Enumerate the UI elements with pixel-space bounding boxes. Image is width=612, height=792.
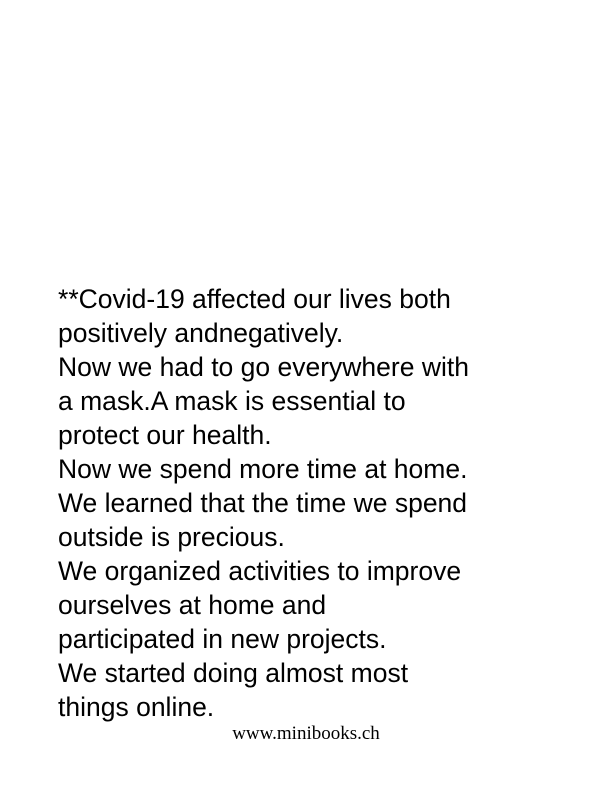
text-line: Now we spend more time at home. [58, 454, 468, 484]
footer-url: www.minibooks.ch [232, 723, 380, 744]
text-line: Now we had to go everywhere with [58, 352, 469, 382]
text-line: **Covid-19 affected our lives both [58, 284, 451, 314]
text-line: We organized activities to improve [58, 556, 462, 586]
text-line: protect our health. [58, 420, 272, 450]
text-line: positively andnegatively. [58, 318, 344, 348]
text-line: a mask.A mask is essential to [58, 386, 406, 416]
text-line: outside is precious. [58, 522, 285, 552]
body-text [58, 282, 598, 724]
text-line: We learned that the time we spend [58, 488, 468, 518]
text-line: We started doing almost most [58, 658, 409, 688]
text-line: things online. [58, 692, 215, 722]
text-line: participated in new projects. [58, 624, 387, 654]
text-line: ourselves at home and [58, 590, 327, 620]
